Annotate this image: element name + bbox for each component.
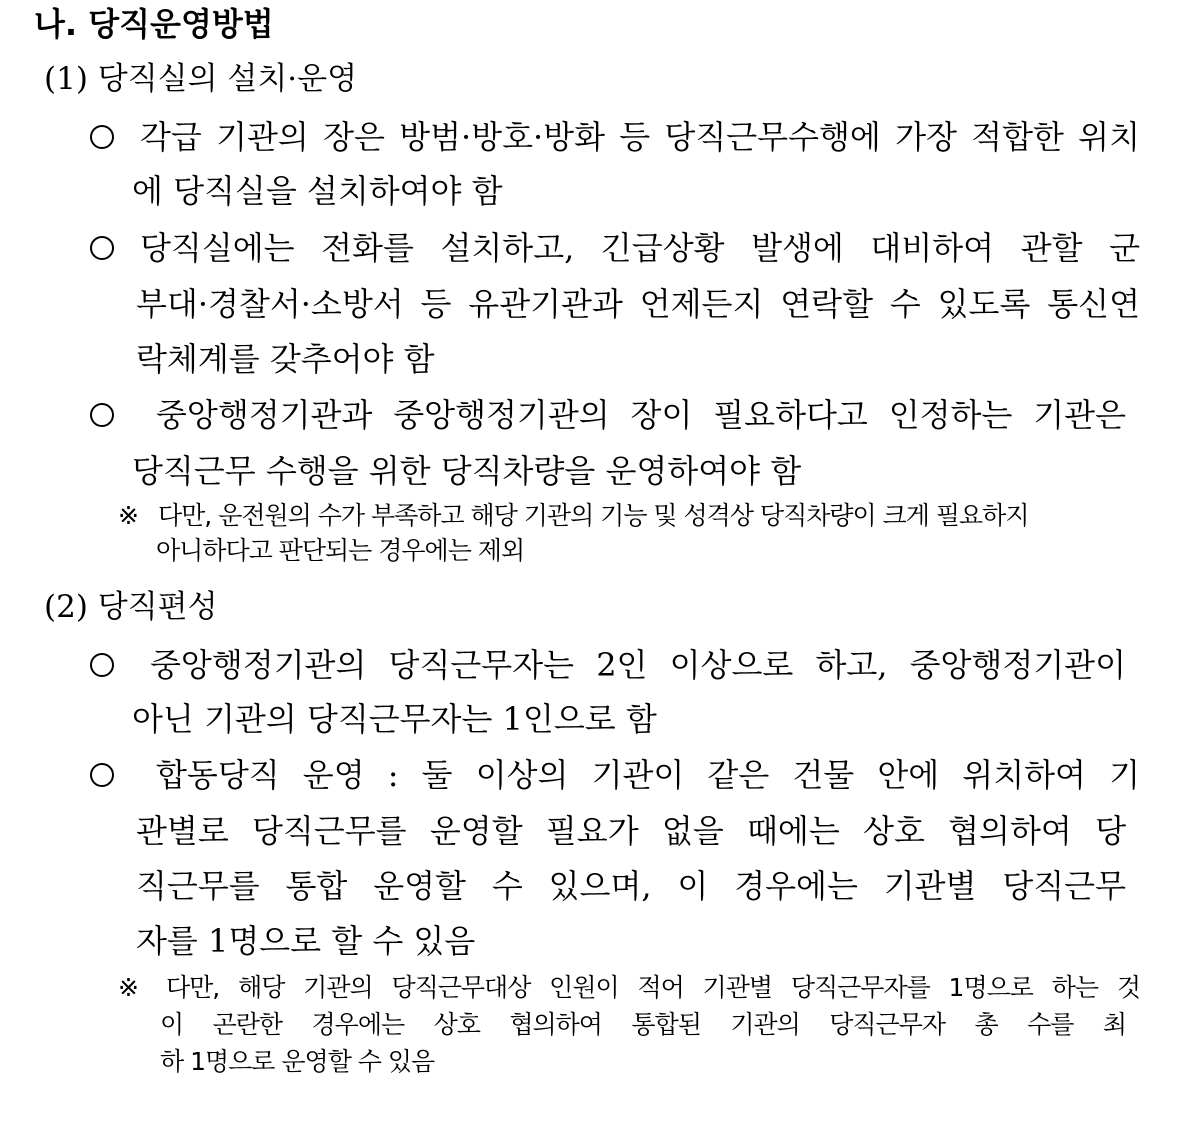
bullet-circle-icon [90,236,114,260]
bullet-4-line-1: 중앙행정기관의 당직근무자는 2인 이상으로 하고, 중앙행정기관이 [150,646,1126,684]
bullet-4-line-2: 아닌 기관의 당직근무자는 1인으로 함 [132,700,657,738]
note-2-line-2: 이 곤란한 경우에는 상호 협의하여 통합된 기관의 당직근무자 총 수를 최 [160,1010,1126,1039]
bullet-2-line-1: 당직실에는 전화를 설치하고, 긴급상황 발생에 대비하여 관할 군 [140,229,1140,267]
bullet-circle-icon [90,653,114,677]
bullet-5-line-1: 합동당직 운영 : 둘 이상의 기관이 같은 건물 안에 위치하여 기 [156,756,1140,794]
note-2-line-3: 하 1명으로 운영할 수 있음 [160,1047,435,1076]
note-mark: ※ [118,501,138,530]
bullet-5-line-2: 관별로 당직근무를 운영할 필요가 없을 때에는 상호 협의하여 당 [136,812,1126,850]
bullet-2-line-2: 부대·경찰서·소방서 등 유관기관과 언제든지 연락할 수 있도록 통신연 [136,285,1140,323]
bullet-5-line-4: 자를 1명으로 할 수 있음 [136,922,476,960]
subsection-heading-2: (2) 당직편성 [44,589,218,625]
subsection-heading-1: (1) 당직실의 설치·운영 [44,61,358,97]
note-1-line-1: 다만, 운전원의 수가 부족하고 해당 기관의 기능 및 성격상 당직차량이 크게 필요하지 [158,501,1029,530]
bullet-1-line-2: 에 당직실을 설치하여야 함 [132,172,503,210]
bullet-circle-icon [90,763,114,787]
note-mark: ※ [118,973,138,1002]
bullet-5-line-3: 직근무를 통합 운영할 수 있으며, 이 경우에는 기관별 당직근무 [136,867,1126,905]
bullet-2-line-3: 락체계를 갖추어야 함 [136,340,435,378]
bullet-1-line-1: 각급 기관의 장은 방범·방호·방화 등 당직근무수행에 가장 적합한 위치 [140,118,1140,156]
note-1-line-2: 아니하다고 판단되는 경우에는 제외 [156,536,525,565]
bullet-circle-icon [90,403,114,427]
bullet-3-line-2: 당직근무 수행을 위한 당직차량을 운영하여야 함 [132,452,802,490]
note-2-line-1: 다만, 해당 기관의 당직근무대상 인원이 적어 기관별 당직근무자를 1명으로 하는 것 [166,973,1140,1002]
section-title: 나. 당직운영방법 [34,5,274,43]
bullet-3-line-1: 중앙행정기관과 중앙행정기관의 장이 필요하다고 인정하는 기관은 [156,396,1126,434]
bullet-circle-icon [90,125,114,149]
